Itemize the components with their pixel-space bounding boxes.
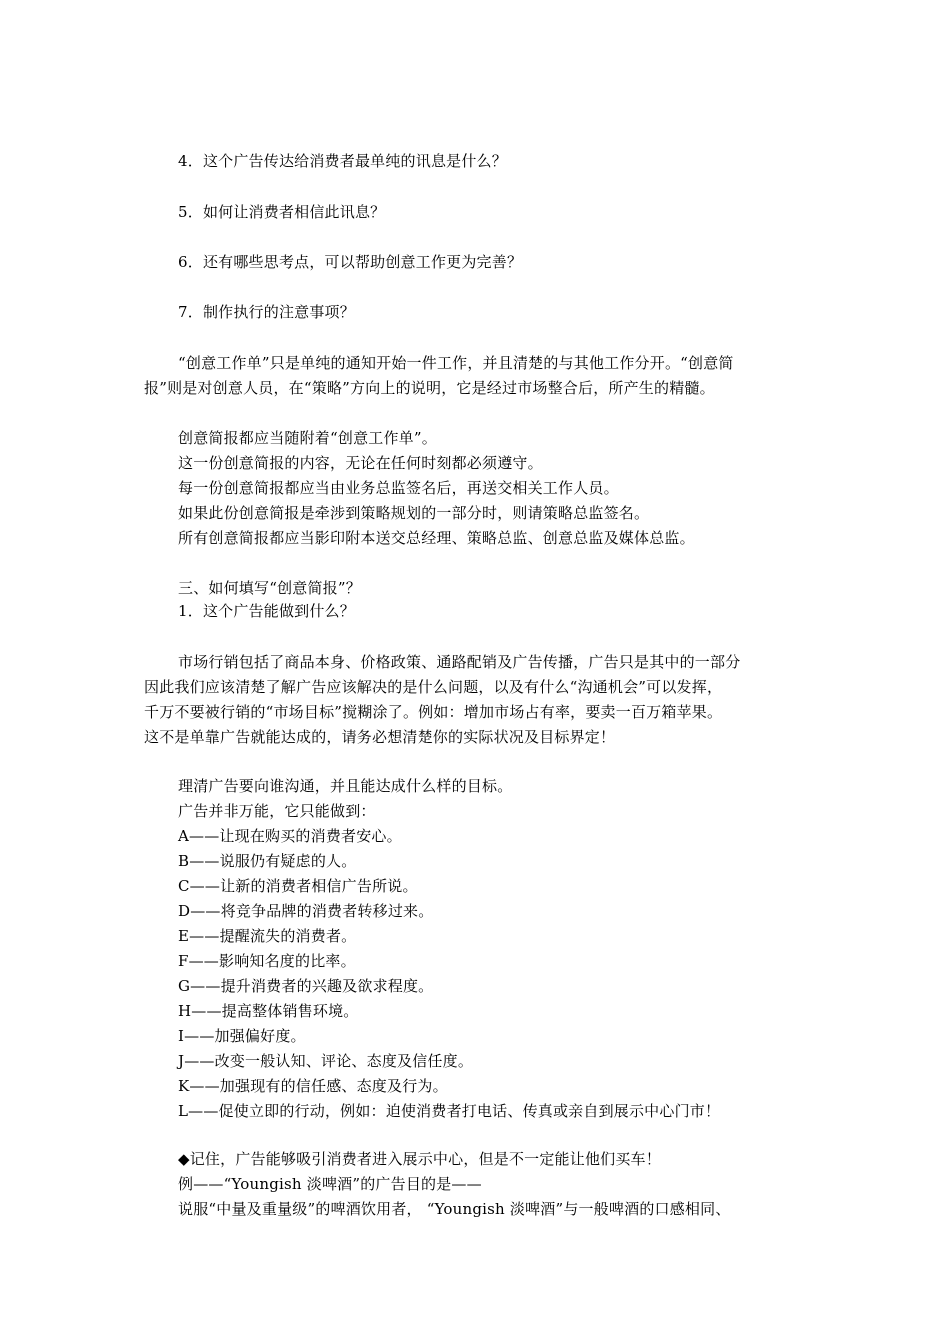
goal-item: A——让现在购买的消费者安心。: [178, 827, 402, 845]
note-line: ◆记住，广告能够吸引消费者进入展示中心，但是不一定能让他们买车！: [178, 1150, 661, 1168]
brief-paragraph-line: 报”则是对创意人员，在“策略”方向上的说明，它是经过市场整合后，所产生的精髓。: [144, 379, 715, 397]
marketing-paragraph-line: 这不是单靠广告就能达成的，请务必想清楚你的实际状况及目标界定！: [144, 728, 616, 746]
goal-item: L——促使立即的行动，例如：迫使消费者打电话、传真或亲自到展示中心门市！: [178, 1102, 721, 1120]
rule-item: 这一份创意简报的内容，无论在任何时刻都必须遵守。: [178, 454, 543, 472]
section-question-1: 1．这个广告能做到什么？: [178, 602, 355, 620]
marketing-paragraph-line: 市场行销包括了商品本身、价格政策、通路配销及广告传播，广告只是其中的一部分: [178, 653, 741, 671]
question-4: 4．这个广告传达给消费者最单纯的讯息是什么？: [178, 152, 507, 170]
rule-item: 所有创意简报都应当影印附本送交总经理、策略总监、创意总监及媒体总监。: [178, 529, 695, 547]
brief-paragraph-line: “创意工作单”只是单纯的通知开始一件工作，并且清楚的与其他工作分开。“创意简: [178, 354, 734, 372]
question-5: 5．如何让消费者相信此讯息？: [178, 203, 386, 221]
goal-intro-line: 理清广告要向谁沟通，并且能达成什么样的目标。: [178, 777, 513, 795]
rule-item: 如果此份创意简报是牵涉到策略规划的一部分时，则请策略总监签名。: [178, 504, 650, 522]
marketing-paragraph-line: 千万不要被行销的“市场目标”搅糊涂了。例如：增加市场占有率，要卖一百万箱苹果。: [144, 703, 723, 721]
question-7: 7．制作执行的注意事项？: [178, 303, 355, 321]
example-body: 说服“中量及重量级”的啤酒饮用者， “Youngish 淡啤酒”与一般啤酒的口感相同、: [178, 1200, 731, 1218]
goal-item: C——让新的消费者相信广告所说。: [178, 877, 418, 895]
goal-item: D——将竞争品牌的消费者转移过来。: [178, 902, 434, 920]
goal-item: I——加强偏好度。: [178, 1027, 306, 1045]
goal-item: B——说服仍有疑虑的人。: [178, 852, 357, 870]
goal-item: E——提醒流失的消费者。: [178, 927, 357, 945]
marketing-paragraph-line: 因此我们应该清楚了解广告应该解决的是什么问题，以及有什么“沟通机会”可以发挥，: [144, 678, 723, 696]
goal-item: K——加强现有的信任感、态度及行为。: [178, 1077, 448, 1095]
goal-item: F——影响知名度的比率。: [178, 952, 356, 970]
section-title: 三、如何填写“创意简报”？: [178, 579, 361, 597]
rule-item: 创意简报都应当随附着“创意工作单”。: [178, 429, 437, 447]
goal-intro-line: 广告并非万能，它只能做到：: [178, 802, 376, 820]
goal-item: H——提高整体销售环境。: [178, 1002, 359, 1020]
rule-item: 每一份创意简报都应当由业务总监签名后，再送交相关工作人员。: [178, 479, 619, 497]
example-title: 例——“Youngish 淡啤酒”的广告目的是——: [178, 1175, 482, 1193]
goal-item: G——提升消费者的兴趣及欲求程度。: [178, 977, 434, 995]
goal-item: J——改变一般认知、评论、态度及信任度。: [178, 1052, 474, 1070]
question-6: 6．还有哪些思考点，可以帮助创意工作更为完善？: [178, 253, 523, 271]
